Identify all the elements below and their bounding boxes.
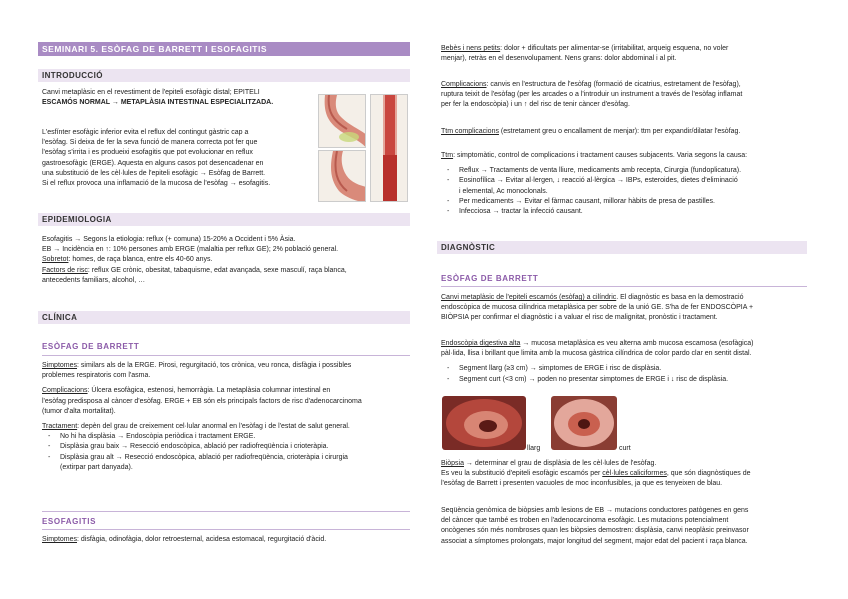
endoscopy-image-short: [551, 396, 617, 450]
clinica-barrett-text: [42, 361, 410, 473]
line: [441, 339, 807, 349]
section-epidemiology-heading: EPIDEMIOLOGIA: [38, 213, 410, 226]
intro-text-line: una substitució de les cèl·lules de l'epiteli esofàgic → Esòfag de Barrett.: [42, 169, 266, 177]
sequence-text: [441, 506, 807, 547]
list-item-continuation: (extirpar part danyada).: [60, 463, 133, 471]
value: : depèn del grau de creixement cel·lular anormal en l'esòfag i de l'estat de salut general.: [77, 423, 350, 431]
intro-paragraph-1: [42, 88, 310, 108]
line: associat a símptomes prolongats, major longitud del segment, major edat del pacient i raça blanca.: [441, 537, 748, 545]
label: Biòpsia: [441, 460, 464, 467]
divider: [441, 286, 807, 287]
diag-text: [441, 293, 807, 324]
section-diagnostic-heading: DIAGNÒSTIC: [437, 241, 807, 254]
divider: [42, 511, 410, 512]
epi-line: antecedents familiars, alcohol, …: [42, 276, 146, 284]
text: Es veu la substitució d'epiteli esofàgic escamós per: [441, 470, 603, 478]
children-text: [441, 44, 807, 64]
label: Endoscòpia digestiva alta: [441, 340, 521, 347]
epidemiology-text: [42, 235, 410, 286]
treatment-line: [42, 422, 410, 432]
esophagus-illustration-3: [370, 94, 408, 202]
biopsy-text: [441, 459, 807, 490]
caption-long: llarg: [527, 445, 541, 452]
label: Ttm complicacions: [441, 128, 499, 135]
ttm-text: [441, 151, 807, 217]
line: [441, 44, 807, 54]
value: : Úlcera esofàgica, estenosi, hemorràgia. La metaplàsia columnar intestinal en: [87, 387, 331, 395]
intro-text-line: l'esòfag. Si deixa de fer la seva funció de manera correcta pot fer que: [42, 139, 258, 147]
intro-text-line: L'esfínter esofàgic inferior evita el reflux del contingut gàstric cap a: [42, 129, 249, 136]
complications-line: [42, 386, 410, 396]
value: (estretament greu o encallament de menjar): ttm per expandir/dilatar l'esòfag.: [498, 128, 741, 135]
value: . El diagnòstic es basa en la demostració: [616, 294, 744, 301]
line: [441, 80, 807, 90]
esofagitis-symptoms: [42, 535, 410, 545]
line: [441, 469, 807, 479]
endoscopy-text: [441, 339, 807, 385]
label: Complicacions: [441, 81, 487, 88]
list-item: - Infecciosa → tractar la infecció causant.: [441, 207, 807, 217]
list-item: - Displàsia grau baix → Resecció endoscòpica, ablació per radiofreqüència i crioteràpia.: [42, 442, 410, 452]
section-clinica-heading: CLÍNICA: [38, 311, 410, 324]
divider: [42, 529, 410, 530]
symptoms-line-2: problemes respiratoris com l'asma.: [42, 372, 151, 380]
line: per fer la endoscòpia) i un ↑ del risc de tenir càncer d'esòfag.: [441, 101, 630, 109]
intro-text-line: Si el reflux provoca una inflamació de la mucosa de l'esòfag → esofagitis.: [42, 180, 271, 188]
complications-text: [441, 80, 807, 111]
page-title: SEMINARI 5. ESÒFAG DE BARRETT I ESOFAGITIS: [38, 42, 410, 56]
label: Ttm: [441, 152, 454, 159]
epi-label: Sobretot: [42, 256, 69, 264]
section-intro-heading: INTRODUCCIÓ: [38, 69, 410, 82]
intro-text-line: gastroesofàgic (ERGE). Aquesta en alguns casos pot desencadenar en: [42, 159, 264, 167]
line: pàl·lida, llisa i brillant que limita amb la mucosa gàstrica cilíndrica de color pardo clar en sentit distal.: [441, 350, 752, 358]
endoscopy-image-long: [442, 396, 526, 450]
subsection-barrett: ESÒFAG DE BARRETT: [42, 342, 140, 351]
line: del càncer que també es troben en l'adenocarcinoma esofàgic. Les mutacions potencialment: [441, 517, 729, 525]
list-item-continuation: i elemental, Ac monoclonals.: [459, 187, 548, 195]
value: : disfàgia, odinofàgia, dolor retroesternal, acidesa estomacal, regurgitació d'àcid.: [77, 536, 327, 543]
value: → mucosa metaplàsica es veu alterna amb mucosa escamosa (esofàgica): [520, 340, 754, 347]
list-item: - Reflux → Tractaments de venta lliure, medicaments amb recepta, Cirurgia (fundoplicatura).: [441, 166, 807, 176]
divider: [42, 355, 410, 356]
goblet-cells: cèl·lules caliciformes: [602, 470, 667, 478]
line: endoscòpica de mucosa cilíndrica metaplàsica per sobre de la unió GE. S'ha de fer ENDOSCÒPIA +: [441, 304, 754, 312]
label: Tractament: [42, 423, 78, 431]
symptoms-line: [42, 361, 410, 371]
list-item: - Eosinofílica → Evitar al·lergen, ↓ reacció al·lèrgica → IBPs, esteroides, dietes d'eliminació: [441, 176, 807, 186]
complications-line-2: l'esòfag predisposa al càncer d'esòfag. ERGE + EB són els principals factors de risc d'adenocarcinoma: [42, 397, 362, 405]
value: → determinar el grau de displàsia de les cèl·lules de l'esòfag.: [463, 460, 657, 467]
label: Simptomes: [42, 536, 78, 543]
line: [441, 293, 807, 303]
complications-line-3: (tumor d'alta mortalitat).: [42, 407, 116, 415]
epi-line: [42, 266, 410, 276]
list-item: - Segment curt (<3 cm) → poden no presentar simptomes de ERGE i ↓ risc de displàsia.: [441, 375, 807, 385]
epi-value: : homes, de raça blanca, entre els 40-60 anys.: [68, 256, 213, 264]
line: [441, 459, 807, 469]
epi-label: Factors de risc: [42, 266, 88, 274]
ttm-complications: [441, 127, 807, 137]
line: menjar), retràs en el desenvolupament. Nens grans: dolor abdominal i al pit.: [441, 55, 677, 63]
line: l'esòfag de Barrett i presenten vacuoles de moc inconfusibles, ja que es tenyeixen de blau.: [441, 480, 723, 488]
text: , que són diagnòstiques de: [666, 470, 751, 478]
ttm-list: [441, 166, 807, 217]
line: oncògenes són més nombroses quan les biòpsies demostren: displàsia, canvi neoplàsic preinvasor: [441, 527, 749, 535]
line: Seqüència genòmica de biòpsies amb lesions de EB → mutacions conductores patògenes en gens: [441, 507, 749, 514]
line: BIÒPSIA per confirmar el diagnòstic i a valuar el risc de malignitat, pronòstic i tractament.: [441, 314, 718, 322]
intro-text-line: l'esòfag s'irrita i es produeixi esofagitis que pot evolucionar en reflux: [42, 149, 253, 157]
epi-line: EB → Incidència en ↑: 10% persones amb ERGE (malaltia per reflux GE); 2% població general.: [42, 246, 339, 254]
list-item: - No hi ha displàsia → Endoscòpia periòdica i tractament ERGE.: [42, 432, 410, 442]
label: Bebès i nens petits: [441, 45, 501, 52]
treatment-list: [42, 432, 410, 473]
intro-paragraph-2: [42, 128, 312, 189]
segment-list: [441, 364, 807, 384]
esophagus-illustration-1: [318, 94, 366, 148]
epi-line: [42, 255, 410, 265]
label: Canvi metaplàsic de l'epiteli escamós (esòfag) a cilíndric: [441, 294, 617, 301]
epi-value: : reflux GE crònic, obesitat, tabaquisme, edat avançada, sexe masculí, raça blanca,: [87, 266, 347, 274]
epi-line: Esofagitis → Segons la etiologia: reflux (+ comuna) 15-20% a Occident i 5% Àsia.: [42, 236, 296, 243]
label: Complicacions: [42, 387, 88, 395]
value: : similars als de la ERGE. Pirosi, regurgitació, tos crònica, veu ronca, disfàgia i possibles: [77, 362, 352, 369]
list-item: - Displàsia grau alt → Resecció endoscòpica, ablació per radiofreqüència, crioteràpia i cirurgia: [42, 453, 410, 463]
esophagus-illustration-2: [318, 150, 366, 202]
caption-short: curt: [619, 445, 631, 452]
value: : dolor + dificultats per alimentar-se (irritabilitat, arqueig esquena, no voler: [500, 45, 729, 52]
intro-line-2: ESCAMÓS NORMAL → METAPLÀSIA INTESTINAL ESPECIALITZADA.: [42, 99, 274, 107]
list-item: - Segment llarg (≥3 cm) → simptomes de ERGE i risc de displàsia.: [441, 364, 807, 374]
subsection-barrett-diag: ESÒFAG DE BARRETT: [441, 274, 539, 283]
list-item: - Per medicaments → Evitar el fàrmac causant, millorar hàbits de presa de pastilles.: [441, 197, 807, 207]
line: ruptura teixit de l'esòfag (per les arcades o a l'introduir un instrument a través de l'esòfag inflamat: [441, 91, 743, 99]
intro-line-1: Canvi metaplàsic en el revestiment de l'epiteli esofàgic distal; EPITELI: [42, 89, 260, 96]
label: Simptomes: [42, 362, 78, 369]
line: [441, 151, 807, 161]
value: : simptomàtic, control de complicacions i tractament causes subjacents. Varia segons la causa:: [453, 152, 748, 159]
value: : canvis en l'estructura de l'esòfag (formació de cicatrius, estretament de l'esòfag),: [486, 81, 741, 88]
subsection-esofagitis: ESOFAGITIS: [42, 517, 97, 526]
